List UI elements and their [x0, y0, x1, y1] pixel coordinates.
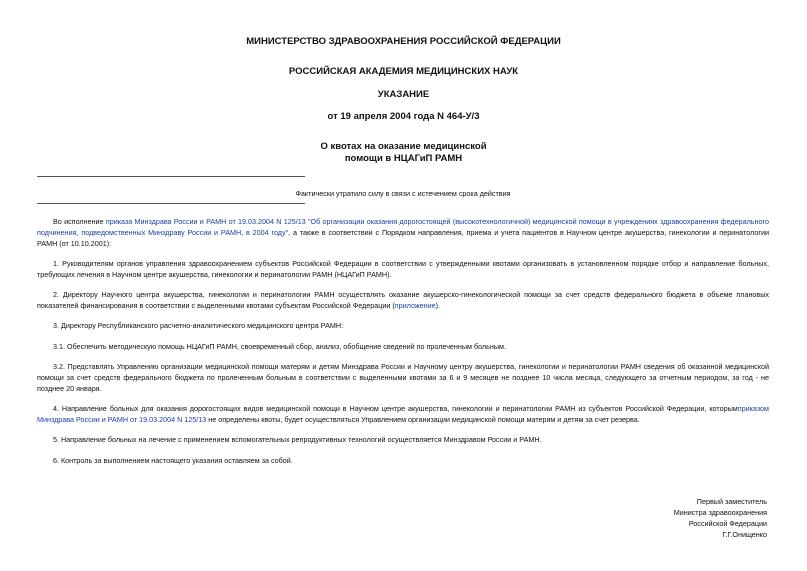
- intro-prefix: Во исполнение: [53, 217, 106, 226]
- order-link-2[interactable]: приказом Минздрава России и РАМН от 19.03.2004 N 125/13: [37, 404, 769, 424]
- document-type: УКАЗАНИЕ: [377, 89, 430, 100]
- paragraph-6: 6. Контроль за выполнением настоящего указания оставляем за собой.: [53, 456, 293, 465]
- document-title-line-2: помощи в НЦАГиП РАМН: [344, 153, 463, 164]
- divider-top: [37, 176, 305, 177]
- paragraph-3-1: 3.1. Обеспечить методическую помощь НЦАГиП РАМН, своевременный сбор, анализ, обобщение сведений по пролеченным больным.: [53, 342, 506, 351]
- document-date-number: от 19 апреля 2004 года N 464-У/3: [327, 111, 480, 122]
- academy-heading: РОССИЙСКАЯ АКАДЕМИЯ МЕДИЦИНСКИХ НАУК: [288, 66, 519, 77]
- signature-line-1: Первый заместитель: [696, 497, 767, 506]
- paragraph-2-end: ).: [435, 301, 441, 310]
- paragraph-1: 1. Руководителям органов управления здравоохранением субъектов Российской Федерации в соответствии с утвержденными квотами организовать в установленном порядке отбор и направление больных, требующих лечения в Научном центре акушерства, гинекологии и перинатологии РАМН (НЦАГиП РАМН).: [37, 259, 769, 279]
- paragraph-2-text: 2. Директору Научного центра акушерства, гинекологии и перинатологии РАМН осуществлять оказание акушерско-гинекологической помощи за счет средств федерального бюджета в объеме плановых показателей финансирования в соответствии с выделенными квотами субъектам Российской Федерации (: [37, 290, 769, 310]
- paragraph-3: 3. Директору Республиканского расчетно-аналитического медицинского центра РАМН:: [53, 321, 344, 330]
- divider-bottom: [37, 203, 305, 204]
- appendix-link[interactable]: приложение: [394, 301, 436, 310]
- paragraph-2: [37, 289, 769, 311]
- signature-block: [567, 496, 767, 540]
- signature-name: Г.Г.Онищенко: [722, 530, 767, 539]
- ministry-heading: МИНИСТЕРСТВО ЗДРАВООХРАНЕНИЯ РОССИЙСКОЙ ФЕДЕРАЦИИ: [246, 36, 561, 47]
- signature-line-3: Российской Федерации: [688, 519, 767, 528]
- order-link[interactable]: приказа Минздрава России и РАМН от 19.03.2004 N 125/13 "Об организации оказания дорогостоящей (высокотехнологичной) медицинской помощи в учреждениях здравоохранения федерального подчинения, подведомственных Минздраву России и РАМН, в 2004 году": [37, 217, 769, 237]
- signature-line-2: Министра здравоохранения: [673, 508, 767, 517]
- paragraph-4-text: 4. Направление больных для оказания дорогостоящих видов медицинской помощи в Научном центре акушерства, гинекологии и перинатологии РАМН из субъектов Российской Федерации, которым: [53, 404, 738, 413]
- document-title-line-1: О квотах на оказание медицинской: [320, 141, 487, 152]
- document-title: [0, 141, 807, 165]
- intro-suffix: , а также в соответствии с Порядком направления, приема и учета пациентов в Научном центре акушерства, гинекологии и перинатологии РАМН (от 10.10.2001):: [37, 228, 769, 248]
- paragraph-4-end: не определены квоты, будет осуществляться Управлением организации медицинской помощи матерям и детям за счет резерва.: [206, 415, 640, 424]
- paragraph-5: 5. Направление больных на лечение с применением вспомогательных репродуктивных технологий осуществляется Минздравом России и РАМН.: [53, 435, 542, 444]
- paragraph-4: [37, 403, 769, 425]
- paragraph-3-2: 3.2. Представлять Управлению организации медицинской помощи матерям и детям Минздрава России и Научному центру акушерства, гинекологии и перинатологии РАМН сведения об оказанной медицинской помощи за счет средств федерального бюджета по пролеченным больным в соответствии с выделенными квотами за 6 и 9 месяцев не позднее 10 числа месяца, следующего за отчетным периодом, за год - не позднее 20 января.: [37, 362, 769, 393]
- status-note: Фактически утратило силу в связи с истечением срока действия: [295, 189, 511, 198]
- intro-paragraph: [37, 216, 769, 249]
